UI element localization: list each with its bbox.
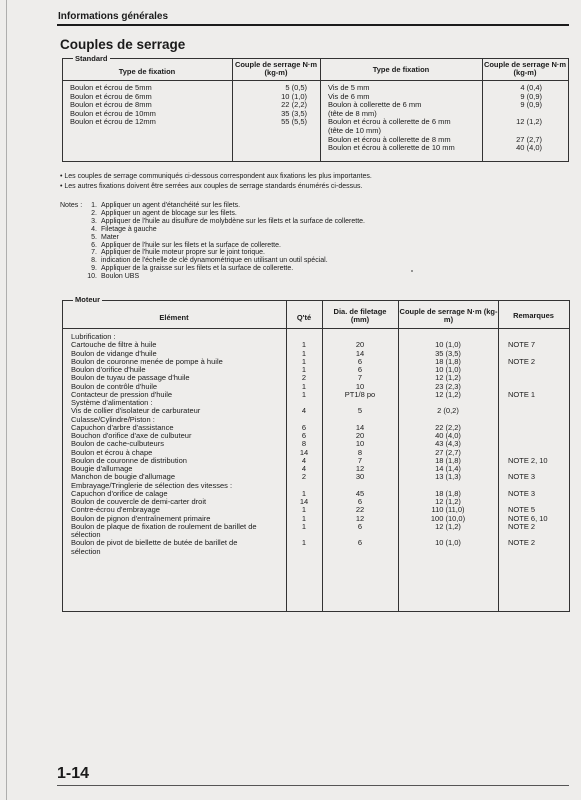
engine-element-cell: Bouchon d'orifice d'axe de culbuteur <box>71 431 192 440</box>
note-number: 6. <box>91 241 97 249</box>
engine-header-qty: Q'té <box>296 313 312 322</box>
engine-remarks-column <box>508 333 548 556</box>
engine-thread-cell: 7 <box>357 373 363 383</box>
engine-element-cell: Capuchon d'orifice de calage <box>71 488 168 498</box>
engine-qty-cell: 14 <box>299 447 309 457</box>
standard-torque-table <box>62 54 569 162</box>
note-item <box>83 210 365 218</box>
engine-element-cell: Culasse/Cylindre/Piston : <box>71 414 155 424</box>
engine-torque-column <box>398 333 498 556</box>
standard-right-torques <box>482 84 542 153</box>
engine-torque-cell: 22 (2,2) <box>435 422 461 432</box>
engine-thread-cell: 6 <box>357 365 363 374</box>
engine-torque-cell: 43 (4,3) <box>435 439 461 449</box>
standard-type-cell: Boulon et écrou à collerette de 6 mm <box>328 117 451 127</box>
engine-qty-cell: 1 <box>301 356 307 366</box>
engine-torque-cell: 12 (1,2) <box>435 373 461 383</box>
engine-torque-cell: 100 (10,0) <box>430 513 466 523</box>
engine-header-element: Elément <box>159 313 189 322</box>
standard-torque-cell: 55 (5,5) <box>281 117 307 127</box>
note-item <box>83 249 365 257</box>
note-number: 4. <box>91 225 97 233</box>
engine-thread-cell: 8 <box>357 447 363 457</box>
page-edge <box>6 0 7 800</box>
engine-element-cell: Lubrification : <box>71 332 116 341</box>
standard-header-type-right: Type de fixation <box>372 65 430 74</box>
engine-remarks-cell: NOTE 2, 10 <box>508 455 548 465</box>
note-text: Appliquer de l'huile sur les filets et la surface de collerette. <box>101 241 281 249</box>
standard-torque-cell: 10 (1,0) <box>281 91 307 101</box>
engine-remarks-cell <box>508 407 548 415</box>
engine-header-rule <box>62 328 569 329</box>
engine-thread-cell: 6 <box>357 521 363 531</box>
engine-torque-cell: 35 (3,5) <box>435 348 461 358</box>
engine-torque-cell: 2 (0,2) <box>437 406 459 416</box>
note-text: Filetage à gauche <box>101 225 157 233</box>
engine-torque-cell: 23 (2,3) <box>435 381 461 391</box>
standard-type-cell: Boulon et écrou à collerette de 10 mm <box>328 143 455 153</box>
engine-thread-cell: 30 <box>355 472 365 482</box>
engine-thread-cell: 14 <box>355 422 365 432</box>
heading-rule <box>57 24 569 26</box>
engine-thread-cell: 7 <box>357 455 363 465</box>
engine-torque-cell: 10 (1,0) <box>435 538 461 548</box>
engine-element-cell: Contacteur de pression d'huile <box>71 389 173 399</box>
engine-remarks-cell: NOTE 3 <box>508 488 536 498</box>
engine-qty-cell: 6 <box>301 431 307 440</box>
engine-thread-cell: 14 <box>355 348 365 358</box>
note-number: 10. <box>87 273 97 281</box>
footer-rule <box>57 785 569 786</box>
note-text: Appliquer un agent d'étanchéité sur les filets. <box>101 202 241 209</box>
engine-thread-cell: PT1/8 po <box>344 389 376 399</box>
engine-qty-cell: 4 <box>301 455 307 465</box>
standard-torque-cell: 22 (2,2) <box>281 100 307 110</box>
note-number: 9. <box>91 265 97 273</box>
standard-header-rule <box>62 80 568 81</box>
engine-thread-cell: 22 <box>355 505 365 515</box>
note-number: 2. <box>91 209 97 217</box>
engine-remarks-cell: NOTE 7 <box>508 340 536 350</box>
engine-qty-cell: 1 <box>301 340 307 350</box>
note-number: 1. <box>91 202 97 209</box>
engine-qty-cell: 1 <box>301 488 307 498</box>
engine-remarks-cell <box>508 548 548 556</box>
engine-qty-cell: 1 <box>301 365 307 374</box>
engine-thread-cell: 12 <box>355 513 365 523</box>
note-text: Appliquer de l'huile moteur propre sur le joint torique. <box>101 249 265 257</box>
engine-thread-cell: 10 <box>355 381 365 391</box>
engine-torque-cell: 10 (1,0) <box>435 340 461 350</box>
engine-element-cell: Manchon de bougie d'allumage <box>71 472 176 482</box>
engine-qty-cell: 1 <box>301 348 307 358</box>
engine-header-torque: Couple de serrage N·m (kg-m) <box>399 307 498 324</box>
engine-torque-cell: 13 (1,3) <box>435 472 461 482</box>
note-text: Appliquer un agent de blocage sur les filets. <box>101 209 237 217</box>
standard-torque-cell: 4 (0,4) <box>520 83 542 92</box>
standard-type-cell: Boulon et écrou à collerette de 8 mm <box>328 134 451 144</box>
engine-remarks-cell: NOTE 2 <box>508 521 536 531</box>
engine-torque-cell: 14 (1,4) <box>435 464 461 473</box>
engine-element-cell: Boulon de couvercle de demi-carter droit <box>71 497 207 506</box>
standard-torque-cell: 9 (0,9) <box>520 91 542 101</box>
engine-qty-cell: 6 <box>301 422 307 432</box>
engine-torque-cell: 18 (1,8) <box>435 488 461 498</box>
engine-remarks-cell <box>508 399 548 407</box>
note-text: Boulon UBS <box>101 273 140 281</box>
engine-element-cell: Bougie d'allumage <box>71 464 133 473</box>
standard-type-cell: Boulon et écrou de 10mm <box>70 108 156 118</box>
engine-remarks-cell: NOTE 5 <box>508 505 536 515</box>
note-text: Appliquer de la graisse sur les filets et la surface de collerette. <box>101 265 294 273</box>
engine-thread-cell: 6 <box>357 497 363 506</box>
engine-remarks-cell <box>508 432 548 440</box>
standard-header-torque-left: Couple de serrage N·m (kg-m) <box>234 60 318 77</box>
engine-qty-column <box>286 333 322 556</box>
engine-qty-cell: 2 <box>301 373 307 383</box>
engine-torque-cell: 12 (1,2) <box>435 521 461 531</box>
engine-thread-column <box>322 333 398 556</box>
standard-type-cell: Boulon et écrou de 8mm <box>70 100 152 110</box>
engine-element-cell: Boulon d'orifice d'huile <box>71 365 146 374</box>
standard-header-torque-right: Couple de serrage N·m (kg-m) <box>483 60 567 77</box>
standard-type-cell: Boulon et écrou de 12mm <box>70 117 156 127</box>
standard-torque-cell: 40 (4,0) <box>516 143 542 153</box>
page-title: Couples de serrage <box>60 37 186 52</box>
engine-remarks-cell <box>508 416 548 424</box>
note-text: indication de l'échelle de clé dynamométrique en utilisant un outil spécial. <box>101 257 328 265</box>
note-text: Appliquer de l'huile au disulfure de molybdène sur les filets et la surface de collerette. <box>101 217 365 225</box>
note-item <box>83 226 365 234</box>
engine-thread-cell: 10 <box>355 439 365 449</box>
note-item <box>83 273 365 281</box>
engine-torque-cell <box>398 548 498 556</box>
engine-thread-cell: 20 <box>355 340 365 350</box>
bullet-item: • Les autres fixations doivent être serrées aux couples de serrage standards énumérés ci-dessus. <box>60 183 363 190</box>
engine-torque-cell: 40 (4,0) <box>435 431 461 440</box>
engine-element-cell: Boulon de cache-culbuteurs <box>71 439 164 449</box>
engine-thread-cell: 6 <box>357 356 363 366</box>
engine-thread-cell: 20 <box>355 431 365 440</box>
standard-header-type-left: Type de fixation <box>118 67 176 76</box>
note-number: 5. <box>91 233 97 241</box>
engine-element-cell: Contre-écrou d'embrayage <box>71 505 160 515</box>
engine-thread-cell: 6 <box>357 538 363 548</box>
engine-qty-cell: 1 <box>301 513 307 523</box>
engine-element-cell: Boulon de vidange d'huile <box>71 348 157 358</box>
engine-torque-cell: 18 (1,8) <box>435 356 461 366</box>
engine-qty-cell <box>286 548 322 556</box>
engine-element-cell: Boulon et écrou à chape <box>71 447 153 457</box>
engine-remarks-cell: NOTE 2 <box>508 538 536 548</box>
engine-torque-cell: 12 (1,2) <box>435 389 461 399</box>
standard-type-cell: Boulon à collerette de 6 mm <box>328 100 422 110</box>
engine-element-cell: Boulon de couronne de distribution <box>71 455 187 465</box>
engine-qty-cell: 1 <box>301 521 307 531</box>
engine-qty-cell: 1 <box>301 381 307 391</box>
engine-torque-cell: 110 (11,0) <box>431 505 465 515</box>
standard-torque-cell: 5 (0,5) <box>285 83 307 92</box>
engine-element-cell: Système d'alimentation : <box>71 398 153 407</box>
engine-thread-cell: 5 <box>357 406 363 416</box>
engine-torque-table <box>62 295 570 612</box>
engine-col-divider <box>498 300 499 611</box>
standard-legend: Standard <box>75 54 108 63</box>
engine-element-column <box>71 333 257 556</box>
bullet-item: • Les couples de serrage communiqués ci-dessous correspondent aux fixations les plus importantes. <box>60 173 372 180</box>
engine-remarks-cell <box>508 440 548 448</box>
engine-qty-cell: 1 <box>301 389 307 399</box>
standard-torque-cell: 9 (0,9) <box>520 100 542 110</box>
speck <box>411 270 413 272</box>
engine-thread-cell: 45 <box>355 488 365 498</box>
standard-torque-cell: 12 (1,2) <box>516 117 542 127</box>
engine-remarks-cell <box>508 366 548 374</box>
standard-torque-cell: 27 (2,7) <box>516 134 542 144</box>
engine-element-cell: Vis de collier d'isolateur de carburateur <box>71 406 201 416</box>
engine-header-remarks: Remarques <box>513 311 554 320</box>
engine-remarks-cell: NOTE 6, 10 <box>508 513 548 523</box>
engine-remarks-cell: NOTE 3 <box>508 472 536 482</box>
standard-left-types <box>70 84 156 127</box>
engine-element-cell: Boulon de plaque de fixation de roulement de barillet de <box>71 521 257 531</box>
engine-remarks-cell: NOTE 1 <box>508 389 536 399</box>
engine-element-cell: Cartouche de filtre à huile <box>71 340 157 350</box>
engine-qty-cell: 4 <box>301 406 307 416</box>
engine-qty-cell: 4 <box>301 464 307 473</box>
engine-qty-cell: 8 <box>301 439 307 449</box>
standard-type-cell: Vis de 5 mm <box>328 83 370 92</box>
engine-header-thread: Dia. de filetage (mm) <box>333 307 387 324</box>
note-item <box>83 265 365 273</box>
standard-type-cell: Boulon et écrou de 6mm <box>70 91 152 101</box>
engine-torque-cell: 12 (1,2) <box>435 497 461 506</box>
note-item <box>83 242 365 250</box>
note-number: 3. <box>91 217 97 225</box>
engine-thread-cell <box>322 548 398 556</box>
engine-element-cell: Boulon de tuyau de passage d'huile <box>71 373 190 383</box>
note-item <box>83 218 365 226</box>
engine-qty-cell: 2 <box>301 472 307 482</box>
engine-element-cell: sélection <box>71 530 101 539</box>
engine-remarks-cell <box>508 374 548 382</box>
engine-element-cell: Boulon de pivot de biellette de butée de barillet de <box>71 538 238 548</box>
note-item <box>83 202 365 210</box>
bullet-list <box>60 172 372 192</box>
notes-label: Notes : <box>60 202 83 209</box>
note-item <box>83 234 365 242</box>
standard-type-cell: (tête de 10 mm) <box>328 125 381 135</box>
standard-type-cell: Vis de 6 mm <box>328 91 370 101</box>
notes-list <box>83 202 365 281</box>
engine-element-cell: Capuchon d'arbre d'assistance <box>71 422 174 432</box>
engine-torque-cell: 18 (1,8) <box>435 455 461 465</box>
note-number: 7. <box>91 249 97 257</box>
engine-element-cell: Embrayage/Tringlerie de sélection des vitesses : <box>71 480 233 490</box>
engine-torque-cell: 27 (2,7) <box>435 447 461 457</box>
standard-type-cell: Boulon et écrou de 5mm <box>70 83 152 92</box>
engine-remarks-cell <box>508 424 548 432</box>
engine-element-cell: Boulon de pignon d'entraînement primaire <box>71 513 211 523</box>
engine-element-cell: Boulon de couronne menée de pompe à huile <box>71 356 223 366</box>
engine-qty-cell: 1 <box>301 538 307 548</box>
engine-torque-cell: 10 (1,0) <box>435 365 461 374</box>
engine-qty-cell: 1 <box>301 505 307 515</box>
engine-qty-cell: 14 <box>299 497 309 506</box>
standard-type-cell: (tête de 8 mm) <box>328 108 377 118</box>
engine-remarks-cell: NOTE 2 <box>508 356 536 366</box>
engine-legend: Moteur <box>75 295 100 304</box>
engine-element-cell: Boulon de contrôle d'huile <box>71 381 158 391</box>
note-item <box>83 257 365 265</box>
engine-element-cell: sélection <box>71 546 101 556</box>
standard-torque-cell: 35 (3,5) <box>281 108 307 118</box>
note-text: Mater <box>101 233 119 241</box>
engine-thread-cell: 12 <box>355 464 365 473</box>
page-number: 1-14 <box>57 765 90 782</box>
standard-right-types <box>328 84 455 153</box>
section-heading: Informations générales <box>58 11 169 22</box>
standard-left-torques <box>237 84 307 127</box>
note-number: 8. <box>91 257 97 265</box>
